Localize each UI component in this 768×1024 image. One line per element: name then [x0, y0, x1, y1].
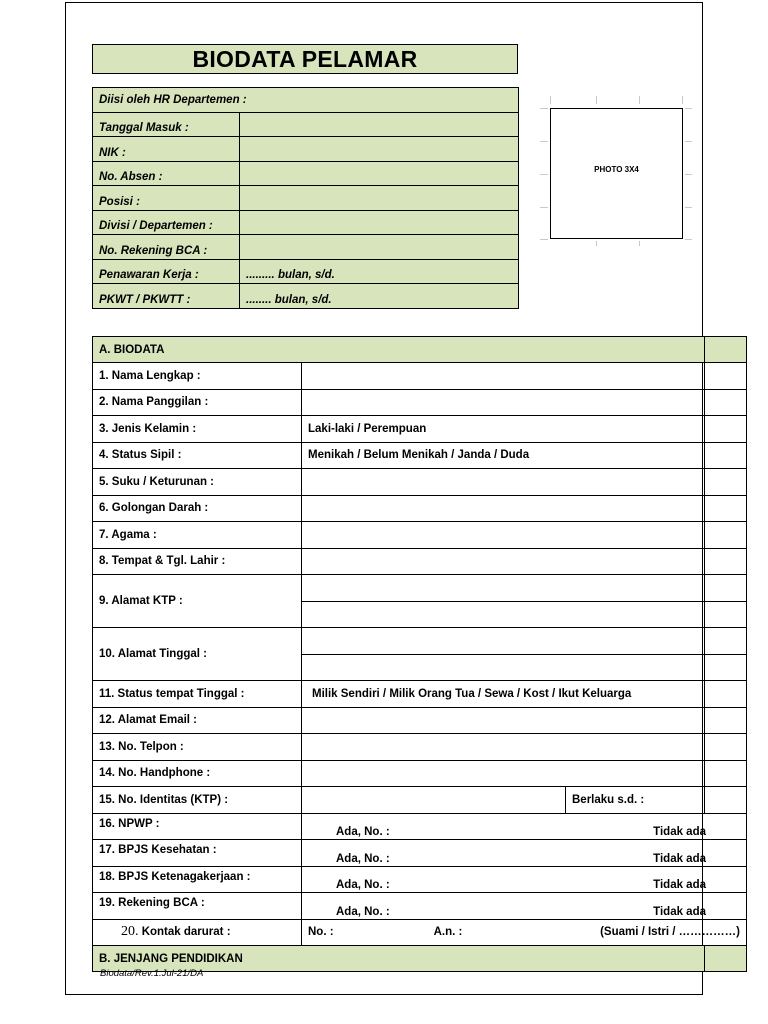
hr-field-pkwt[interactable]: ........ bulan, s/d. — [240, 284, 519, 309]
hr-section-header: Diisi oleh HR Departemen : — [93, 88, 519, 113]
bpjs-kesehatan-tidak-ada[interactable]: Tidak ada — [653, 852, 706, 865]
field-no-identitas[interactable] — [302, 787, 566, 814]
photo-placeholder[interactable] — [550, 108, 683, 239]
kontak-darurat-an[interactable]: A.n. : — [433, 926, 463, 939]
field-bpjs-ketenagakerjaan[interactable] — [302, 866, 747, 893]
biodata-table — [92, 336, 747, 972]
hr-field-no-absen[interactable] — [240, 161, 519, 186]
field-status-sipil[interactable]: Menikah / Belum Menikah / Janda / Duda — [302, 442, 705, 469]
field-nama-panggilan[interactable] — [302, 389, 705, 416]
npwp-tidak-ada[interactable]: Tidak ada — [653, 826, 706, 838]
label-bpjs-kesehatan: 17. BPJS Kesehatan : — [93, 840, 302, 867]
bpjs-ketenagakerjaan-ada-no[interactable]: Ada, No. : — [336, 879, 390, 891]
section-a-header: A. BIODATA — [93, 337, 705, 363]
hr-field-penawaran-kerja[interactable]: ......... bulan, s/d. — [240, 259, 519, 284]
field-alamat-ktp-line1[interactable] — [302, 575, 705, 602]
npwp-ada-no[interactable]: Ada, No. : — [336, 826, 390, 838]
label-rekening-bca: 19. Rekening BCA : — [93, 893, 302, 920]
kontak-darurat-number: 20. — [121, 924, 139, 940]
hr-label-posisi: Posisi : — [93, 186, 240, 211]
label-nama-panggilan: 2. Nama Panggilan : — [93, 389, 302, 416]
label-suku: 5. Suku / Keturunan : — [93, 469, 302, 496]
label-no-identitas: 15. No. Identitas (KTP) : — [93, 787, 302, 814]
field-jenis-kelamin[interactable]: Laki-laki / Perempuan — [302, 416, 705, 443]
field-no-handphone[interactable] — [302, 760, 705, 787]
hr-section-table — [92, 87, 519, 309]
label-berlaku-sd[interactable]: Berlaku s.d. : — [566, 787, 705, 814]
hr-label-tanggal-masuk: Tanggal Masuk : — [93, 112, 240, 137]
hr-field-posisi[interactable] — [240, 186, 519, 211]
label-no-telpon: 13. No. Telpon : — [93, 734, 302, 761]
form-title: BIODATA PELAMAR — [92, 44, 518, 74]
field-status-tempat-tinggal[interactable]: Milik Sendiri / Milik Orang Tua / Sewa / Kost / Ikut Keluarga — [302, 681, 705, 708]
field-golongan-darah[interactable] — [302, 495, 705, 522]
field-no-telpon[interactable] — [302, 734, 705, 761]
label-bpjs-ketenagakerjaan: 18. BPJS Ketenagakerjaan : — [93, 866, 302, 893]
field-alamat-tinggal-line1[interactable] — [302, 628, 705, 655]
field-nama-lengkap[interactable] — [302, 363, 705, 390]
label-npwp: 16. NPWP : — [93, 813, 302, 840]
kontak-darurat-relationship[interactable]: (Suami / Istri / ……………) — [600, 926, 740, 939]
hr-field-nik[interactable] — [240, 137, 519, 162]
field-alamat-ktp-line2[interactable] — [302, 601, 705, 628]
hr-field-divisi[interactable] — [240, 210, 519, 235]
hr-label-nik: NIK : — [93, 137, 240, 162]
label-status-sipil: 4. Status Sipil : — [93, 442, 302, 469]
label-kontak-darurat — [93, 919, 302, 946]
field-suku[interactable] — [302, 469, 705, 496]
label-alamat-email: 12. Alamat Email : — [93, 707, 302, 734]
rekening-bca-tidak-ada[interactable]: Tidak ada — [653, 905, 706, 918]
label-nama-lengkap: 1. Nama Lengkap : — [93, 363, 302, 390]
field-npwp[interactable] — [302, 813, 747, 840]
hr-label-rekening-bca: No. Rekening BCA : — [93, 235, 240, 260]
field-tempat-tgl-lahir[interactable] — [302, 548, 705, 575]
hr-field-rekening-bca[interactable] — [240, 235, 519, 260]
rekening-bca-ada-no[interactable]: Ada, No. : — [336, 905, 390, 918]
kontak-darurat-text: Kontak darurat : — [141, 926, 231, 939]
hr-label-divisi: Divisi / Departemen : — [93, 210, 240, 235]
label-tempat-tgl-lahir: 8. Tempat & Tgl. Lahir : — [93, 548, 302, 575]
hr-label-pkwt: PKWT / PKWTT : — [93, 284, 240, 309]
section-b-header: B. JENJANG PENDIDIKAN — [93, 946, 705, 972]
hr-label-penawaran-kerja: Penawaran Kerja : — [93, 259, 240, 284]
photo-label: PHOTO 3X4 — [594, 165, 639, 174]
label-jenis-kelamin: 3. Jenis Kelamin : — [93, 416, 302, 443]
label-golongan-darah: 6. Golongan Darah : — [93, 495, 302, 522]
label-alamat-tinggal: 10. Alamat Tinggal : — [93, 628, 302, 681]
hr-label-no-absen: No. Absen : — [93, 161, 240, 186]
field-alamat-email[interactable] — [302, 707, 705, 734]
field-alamat-tinggal-line2[interactable] — [302, 654, 705, 681]
field-rekening-bca[interactable] — [302, 893, 747, 920]
field-agama[interactable] — [302, 522, 705, 549]
label-status-tempat-tinggal: 11. Status tempat Tinggal : — [93, 681, 302, 708]
label-alamat-ktp: 9. Alamat KTP : — [93, 575, 302, 628]
label-agama: 7. Agama : — [93, 522, 302, 549]
photo-area — [540, 96, 692, 246]
footer-revision: Biodata/Rev.1.Jul-21/DA — [100, 968, 204, 979]
kontak-darurat-no[interactable]: No. : — [308, 926, 334, 939]
field-kontak-darurat[interactable] — [302, 919, 747, 946]
label-no-handphone: 14. No. Handphone : — [93, 760, 302, 787]
bpjs-ketenagakerjaan-tidak-ada[interactable]: Tidak ada — [653, 879, 706, 891]
bpjs-kesehatan-ada-no[interactable]: Ada, No. : — [336, 852, 390, 865]
field-bpjs-kesehatan[interactable] — [302, 840, 747, 867]
hr-field-tanggal-masuk[interactable] — [240, 112, 519, 137]
